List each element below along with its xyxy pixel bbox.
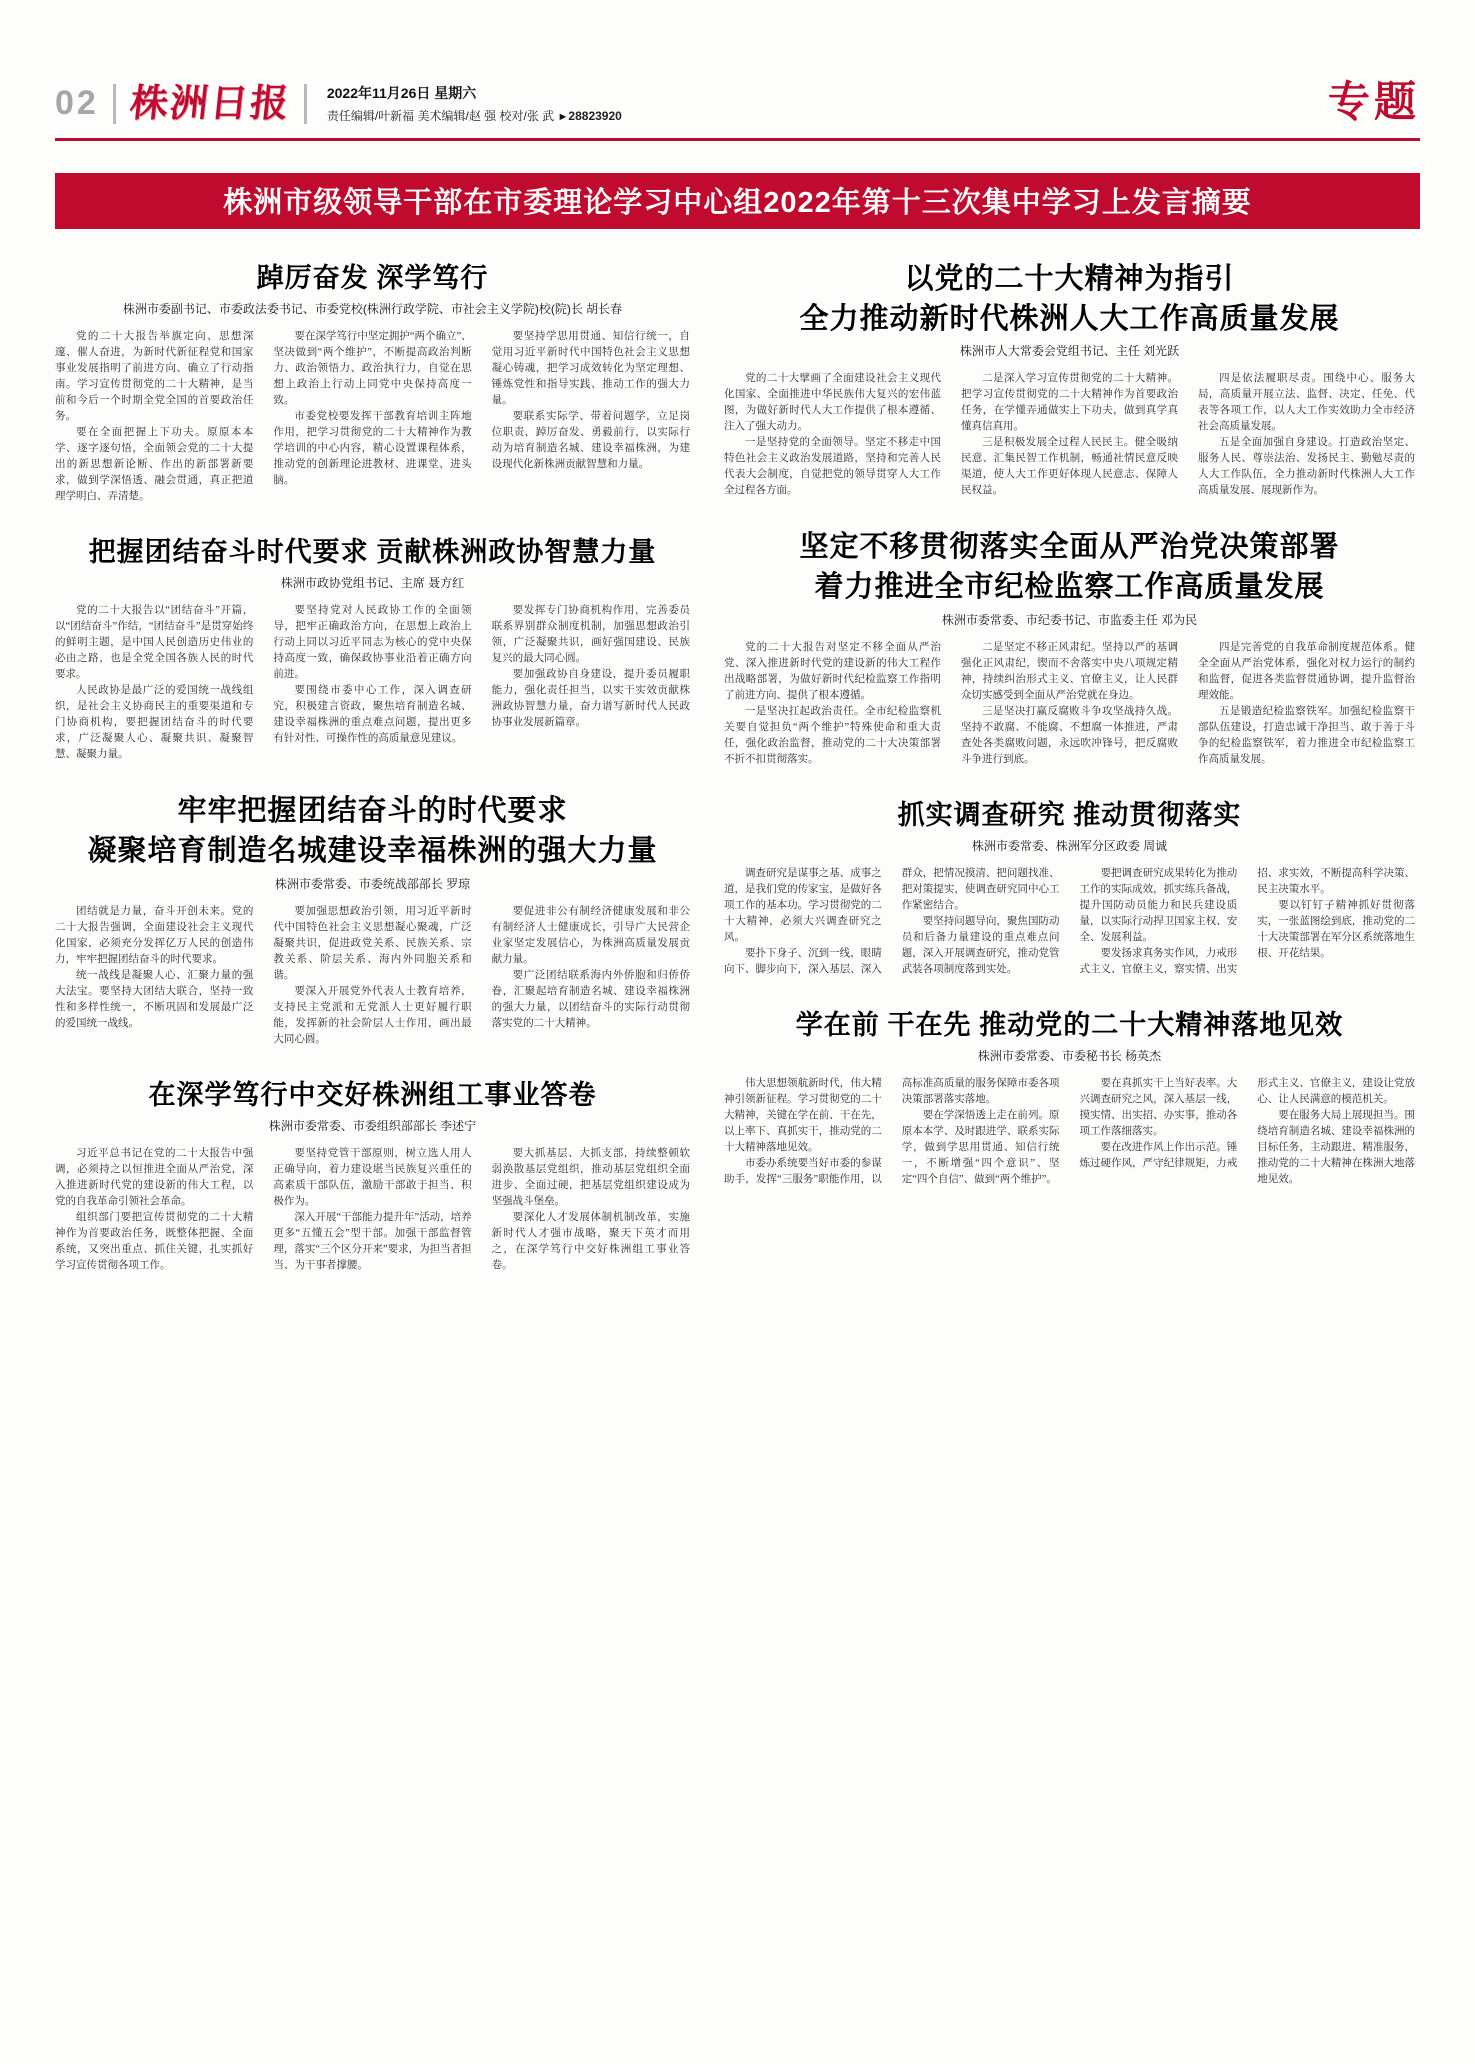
paragraph: 党的二十大报告以“团结奋斗”开篇，以“团结奋斗”作结，“团结奋斗”是贯穿始终的鲜明主题，是中国人民创造历史伟业的必由之路，也是全党全国各族人民的时代要求。 <box>55 605 254 681</box>
paragraph: 要深入开展党外代表人士教育培养，支持民主党派和无党派人士更好履行职能，发挥新的社会阶层人士作用，画出最大同心圆。 <box>273 985 472 1045</box>
paragraph: 党的二十大报告举旗定向、思想深邃、催人奋进，为新时代新征程党和国家事业发展指明了前进方向、确立了行动指南。学习宣传贯彻党的二十大精神，是当前和今后一个时期全党全国的首要政治任务。 <box>55 331 254 423</box>
article-zhoucheng <box>724 798 1415 978</box>
paragraph: 二是深入学习宣传贯彻党的二十大精神。把学习宣传贯彻党的二十大精神作为首要政治任务，在学懂弄通做实上下功夫，做到真学真懂真信真用。 <box>961 373 1178 433</box>
article-body <box>55 329 690 505</box>
header-divider <box>113 84 116 124</box>
article-byline: 株洲市委副书记、市委政法委书记、市委党校(株洲行政学院、市社会主义学院)校(院)长 胡长春 <box>122 302 623 317</box>
banner-headline: 株洲市级领导干部在市委理论学习中心组2022年第十三次集中学习上发言摘要 <box>55 173 1420 229</box>
paragraph: 党的二十大报告对坚定不移全面从严治党、深入推进新时代党的建设新的伟大工程作出战略部署，为做好新时代纪检监察工作指明了前进方向、提供了根本遵循。 <box>724 641 941 701</box>
article-byline: 株洲市委常委、株洲军分区政委 周诚 <box>971 838 1168 853</box>
paragraph: 市委党校要发挥干部教育培训主阵地作用，把学习贯彻党的二十大精神作为教学培训的中心内容，精心设置课程体系，推动党的创新理论进教材、进课堂、进头脑。 <box>273 411 472 487</box>
paragraph: 要扑下身子、沉到一线，眼睛向下、脚步向下，深入基层、深入群众，把情况摸清、把问题找准、把对策提实，使调查研究同中心工作紧密结合。 <box>724 867 1060 975</box>
paragraph: 要加强思想政治引领，用习近平新时代中国特色社会主义思想凝心聚魂，广泛凝聚共识，促进政党关系、民族关系、宗教关系、阶层关系、海内外同胞关系和谐。 <box>273 905 472 981</box>
paragraph: 四是完善党的自我革命制度规范体系。健全全面从严治党体系，强化对权力运行的制约和监督，促进各类监督贯通协调，提升监督治理效能。 <box>1198 641 1415 701</box>
paragraph: 要以钉钉子精神抓好贯彻落实，一张蓝图绘到底，推动党的二十大决策部署在军分区系统落地生根、开花结果。 <box>1257 899 1415 959</box>
paragraph: 三是坚决打赢反腐败斗争攻坚战持久战。坚持不敢腐、不能腐、不想腐一体推进，严肃查处各类腐败问题，永远吹冲锋号，把反腐败斗争进行到底。 <box>961 705 1178 765</box>
paragraph: 伟大思想领航新时代，伟大精神引领新征程。学习贯彻党的二十大精神，关键在学在前、干在先，以上率下、真抓实干，推动党的二十大精神落地见效。 <box>724 1077 882 1153</box>
header-left <box>55 83 622 124</box>
masthead-logo: 株洲日报 <box>127 82 293 125</box>
article-title: 抓实调查研究 推动贯彻落实 <box>897 799 1242 830</box>
article-byline: 株洲市委常委、市委统战部部长 罗琼 <box>274 876 471 891</box>
paragraph: 要在深学笃行中坚定拥护“两个确立”、坚决做到“两个维护”，不断提高政治判断力、政治领悟力、政治执行力，自觉在思想上政治上行动上同党中央保持高度一致。 <box>273 331 472 407</box>
article-title: 踔厉奋发 深学笃行 <box>256 263 489 293</box>
article-body <box>55 904 690 1048</box>
paragraph: 要广泛团结联系海内外侨胞和归侨侨眷，汇聚起培育制造名城、建设幸福株洲的强大力量，以团结奋斗的实际行动贯彻落实党的二十大精神。 <box>491 969 690 1029</box>
paragraph: 要在全面把握上下功夫。原原本本学、逐字逐句悟，全面领会党的二十大提出的新思想新论断、作出的新部署新要求，做到学深悟透、融会贯通，真正把道理学明白、弄清楚。 <box>55 427 254 503</box>
paragraph: 三是积极发展全过程人民民主。健全吸纳民意、汇集民智工作机制，畅通社情民意反映渠道，使人大工作更好体现人民意志、保障人民权益。 <box>961 437 1178 497</box>
article-title-line1: 牢牢把握团结奋斗的时代要求 <box>177 795 568 828</box>
paragraph: 党的二十大擘画了全面建设社会主义现代化国家、全面推进中华民族伟大复兴的宏伟蓝图，为做好新时代人大工作提供了根本遵循、注入了强大动力。 <box>724 373 941 433</box>
paragraph: 要坚持党对人民政协工作的全面领导，把牢正确政治方向，在思想上政治上行动上同以习近平同志为核心的党中央保持高度一致，确保政协事业沿着正确方向前进。 <box>273 605 472 681</box>
article-body <box>55 603 690 763</box>
paragraph: 要联系实际学、带着问题学，立足岗位职责，踔厉奋发、勇毅前行，以实际行动为培育制造名城、建设幸福株洲，为建设现代化新株洲贡献智慧和力量。 <box>491 411 690 471</box>
article-body <box>55 1146 690 1274</box>
left-column <box>55 255 690 1304</box>
article-title-line2: 着力推进全市纪检监察工作高质量发展 <box>814 571 1325 604</box>
date-line: 2022年11月26日 星期六 <box>326 85 477 101</box>
paragraph: 一是坚持党的全面领导。坚定不移走中国特色社会主义政治发展道路，坚持和完善人民代表大会制度，自觉把党的领导贯穿人大工作全过程各方面。 <box>724 437 941 497</box>
paragraph: 二是坚定不移正风肃纪。坚持以严的基调强化正风肃纪，锲而不舍落实中央八项规定精神，持续纠治形式主义、官僚主义，让人民群众切实感受到全面从严治党就在身边。 <box>961 641 1178 701</box>
article-title: 把握团结奋斗时代要求 贡献株洲政协智慧力量 <box>88 537 657 568</box>
article-niefanghong <box>55 535 690 763</box>
paragraph: 要发扬求真务实作风，力戒形式主义、官僚主义，察实情、出实招、求实效，不断提高科学决策、民主决策水平。 <box>1079 867 1415 975</box>
credit-line <box>327 107 622 124</box>
articles-grid <box>55 255 1420 1304</box>
page-header <box>55 0 1420 124</box>
paragraph: 要坚持学思用贯通、知信行统一，自觉用习近平新时代中国特色社会主义思想凝心铸魂，把学习成效转化为坚定理想、锤炼党性和指导实践、推动工作的强大力量。 <box>491 331 690 407</box>
article-lishuning <box>55 1078 690 1274</box>
paragraph: 一是坚决扛起政治责任。全市纪检监察机关要自觉担负“两个维护”特殊使命和重大责任，强化政治监督，推动党的二十大决策部署不折不扣贯彻落实。 <box>724 705 941 765</box>
article-luoqiong <box>55 793 690 1047</box>
paragraph: 四是依法履职尽责。围绕中心、服务大局，高质量开展立法、监督、决定、任免、代表等各项工作，以人大工作实效助力全市经济社会高质量发展。 <box>1198 373 1415 433</box>
article-title-line2: 凝聚培育制造名城建设幸福株洲的强大力量 <box>87 834 658 867</box>
paragraph: 要在学深悟透上走在前列。原原本本学、及时跟进学、联系实际学，做到学思用贯通、知信行统一，不断增强“四个意识”、坚定“四个自信”、做到“两个维护”。 <box>901 1109 1060 1185</box>
article-title: 在深学笃行中交好株洲组工事业答卷 <box>148 1079 597 1110</box>
article-byline: 株洲市委常委、市委秘书长 杨英杰 <box>977 1048 1162 1063</box>
paragraph: 要在服务大局上展现担当。围绕培育制造名城、建设幸福株洲的目标任务，主动跟进、精准服务，推动党的二十大精神在株洲大地落地见效。 <box>1257 1109 1415 1185</box>
paragraph: 要大抓基层、大抓支部，持续整顿软弱涣散基层党组织，推动基层党组织全面进步、全面过硬，把基层党组织建设成为坚强战斗堡垒。 <box>491 1147 690 1207</box>
paragraph: 要坚持问题导向，聚焦国防动员和后备力量建设的重点难点问题，深入开展调查研究，推动党管武装各项制度落到实处。 <box>901 915 1060 975</box>
article-liuguangyue <box>724 261 1415 499</box>
article-title-line2: 全力推动新时代株洲人大工作高质量发展 <box>799 302 1340 335</box>
paragraph: 要围绕市委中心工作，深入调查研究，积极建言资政，聚焦培育制造名城、建设幸福株洲的重点难点问题，提出更多有针对性、可操作性的高质量意见建议。 <box>273 685 472 745</box>
section-label: 专题 <box>1327 80 1420 126</box>
page-number: 02 <box>55 84 99 122</box>
article-body <box>724 371 1415 499</box>
paragraph: 团结就是力量，奋斗开创未来。党的二十大报告强调，全面建设社会主义现代化国家，必须充分发挥亿万人民的创造伟力，牢牢把握团结奋斗的时代要求。 <box>55 905 254 965</box>
article-title: 学在前 干在先 推动党的二十大精神落地见效 <box>795 1009 1344 1040</box>
header-divider <box>304 84 307 124</box>
date-block <box>327 83 622 124</box>
paragraph: 人民政协是最广泛的爱国统一战线组织，是社会主义协商民主的重要渠道和专门协商机构，要把握团结奋斗的时代要求，广泛凝聚人心、凝聚共识、凝聚智慧、凝聚力量。 <box>55 685 254 761</box>
phone-pointer-icon: ► <box>557 111 569 123</box>
paragraph: 要坚持党管干部原则，树立选人用人正确导向，着力建设堪当民族复兴重任的高素质干部队伍，激励干部敢于担当、积极作为。 <box>273 1147 472 1207</box>
paragraph: 组织部门要把宣传贯彻党的二十大精神作为首要政治任务，既整体把握、全面系统，又突出重点、抓住关键，扎实抓好学习宣传贯彻各项工作。 <box>55 1211 254 1271</box>
paragraph: 习近平总书记在党的二十大报告中强调，必须持之以恒推进全面从严治党，深入推进新时代党的建设新的伟大工程，以党的自我革命引领社会革命。 <box>55 1147 254 1207</box>
article-body <box>724 1076 1415 1188</box>
paragraph: 要深化人才发展体制机制改革，实施新时代人才强市战略，聚天下英才而用之，在深学笃行中交好株洲组工事业答卷。 <box>491 1211 690 1271</box>
paragraph: 要把调查研究成果转化为推动工作的实际成效，抓实练兵备战，提升国防动员能力和民兵建设质量，以实际行动捍卫国家主权、安全、发展利益。 <box>1079 867 1238 943</box>
article-title-line1: 坚定不移贯彻落实全面从严治党决策部署 <box>799 531 1340 564</box>
article-huchangchun <box>55 261 690 505</box>
article-dengweimin <box>724 529 1415 767</box>
paragraph: 要加强政协自身建设，提升委员履职能力，强化责任担当，以实干实效贡献株洲政协智慧力量，奋力谱写新时代人民政协事业发展新篇章。 <box>491 669 690 729</box>
article-byline: 株洲市委常委、市委组织部部长 李述宁 <box>268 1118 477 1133</box>
phone-number: 28823920 <box>568 109 622 123</box>
paragraph: 要促进非公有制经济健康发展和非公有制经济人士健康成长，引导广大民营企业家坚定发展信心，为株洲高质量发展贡献力量。 <box>491 905 690 965</box>
article-yangyingjie <box>724 1008 1415 1188</box>
paragraph: 要在改进作风上作出示范。锤炼过硬作风，严守纪律规矩，力戒形式主义、官僚主义，建设让党放心、让人民满意的模范机关。 <box>1079 1077 1415 1169</box>
header-right <box>1328 82 1420 124</box>
article-byline: 株洲市政协党组书记、主席 聂方红 <box>280 576 465 591</box>
editors-credits: 责任编辑/叶新福 美术编辑/赵 强 校对/张 武 <box>326 109 555 123</box>
paragraph: 市委办系统要当好市委的参谋助手，发挥“三服务”职能作用，以高标准高质量的服务保障市委各项决策部署落实落地。 <box>724 1077 1060 1185</box>
right-column <box>724 255 1415 1304</box>
article-byline: 株洲市人大常委会党组书记、主任 刘光跃 <box>959 344 1180 359</box>
paragraph: 五是锻造纪检监察铁军。加强纪检监察干部队伍建设，打造忠诚干净担当、敢于善于斗争的纪检监察铁军，着力推进全市纪检监察工作高质量发展。 <box>1198 705 1415 765</box>
paragraph: 统一战线是凝聚人心、汇聚力量的强大法宝。要坚持大团结大联合，坚持一致性和多样性统一，不断巩固和发展最广泛的爱国统一战线。 <box>55 969 254 1029</box>
paragraph: 要发挥专门协商机构作用，完善委员联系界别群众制度机制，加强思想政治引领，广泛凝聚共识，画好强国建设、民族复兴的最大同心圆。 <box>491 605 690 665</box>
paragraph: 五是全面加强自身建设。打造政治坚定、服务人民、尊崇法治、发扬民主、勤勉尽责的人大工作队伍，全力推动新时代株洲人大工作高质量发展、展现新作为。 <box>1198 437 1415 497</box>
article-body <box>724 640 1415 768</box>
paragraph: 要在真抓实干上当好表率。大兴调查研究之风，深入基层一线，摸实情、出实招、办实事，推动各项工作落细落实。 <box>1079 1077 1238 1137</box>
paragraph: 调查研究是谋事之基、成事之道，是我们党的传家宝，是做好各项工作的基本功。学习贯彻党的二十大精神，必须大兴调查研究之风。 <box>724 867 882 943</box>
article-byline: 株洲市委常委、市纪委书记、市监委主任 邓为民 <box>941 612 1198 627</box>
header-rule <box>55 138 1420 141</box>
paragraph: 深入开展“干部能力提升年”活动，培养更多“五懂五会”型干部。加强干部监督管理，落实“三个区分开来”要求，为担当者担当、为干事者撑腰。 <box>273 1211 472 1271</box>
article-title-line1: 以党的二十大精神为指引 <box>904 263 1235 295</box>
article-body <box>724 866 1415 978</box>
